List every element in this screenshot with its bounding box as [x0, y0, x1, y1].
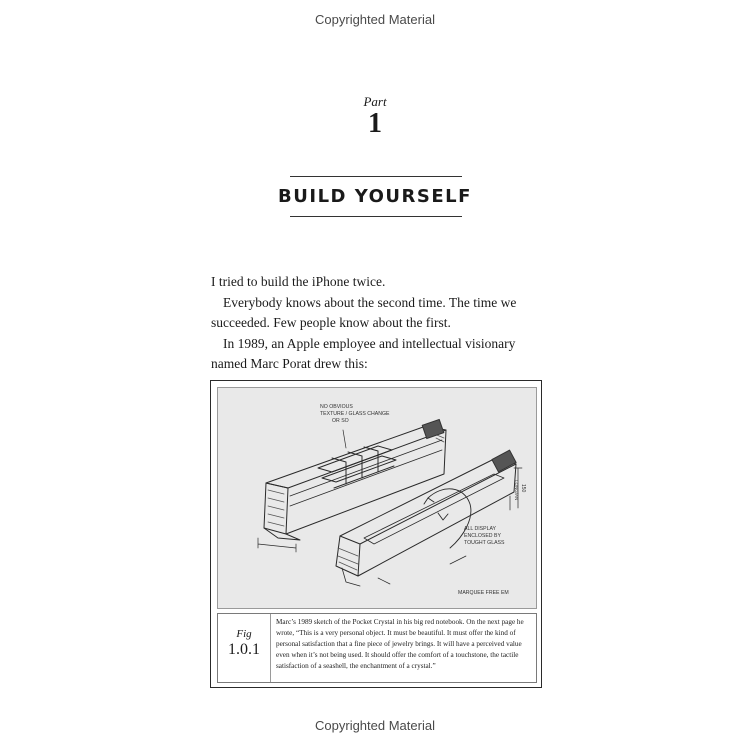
body-text: [211, 272, 551, 375]
left-device-front-face: [264, 483, 288, 534]
figure-caption-box: [217, 613, 537, 683]
title-rule-bottom: [290, 216, 462, 217]
sketch-note-2-line-1: ALL DISPLAY: [464, 526, 497, 532]
sketch-note-1-line-2: TEXTURE / GLASS CHANGE: [320, 411, 390, 417]
sketch-note-1-line-1: NO OBVIOUS: [320, 404, 353, 410]
figure-label: [222, 628, 266, 659]
sketch-note-1-line-3: OR SO: [332, 418, 349, 424]
part-number: 1: [368, 108, 382, 139]
sketch-note-2-line-2: ENCLOSED BY: [464, 533, 501, 539]
copyright-watermark-top: Copyrighted Material: [315, 12, 435, 27]
figure-label-word: Fig: [236, 628, 252, 640]
part-label: Part: [363, 94, 387, 109]
sketch-note-4-line-1: 150: [520, 484, 526, 493]
part-title: BUILD YOURSELF: [278, 186, 472, 207]
sketch-drawing: [218, 388, 536, 608]
right-device-long-side: [358, 464, 516, 576]
pocket-crystal-sketch: [217, 387, 537, 609]
figure-caption: Marc’s 1989 sketch of the Pocket Crystal in his big red notebook. On the next page he wrote, “This is a very personal object. It must be beautiful. It must offer the kind of personal satisfaction that a fine piece of jewelry brings. It will have a perceived value even when it’s not being used. It should offer the comfort of a touchstone, the tactile satisfaction of a seashell, the enchantment of a crystal.”: [276, 618, 524, 670]
sketch-note-3: MARQUEE FREE EM: [458, 590, 509, 596]
figure-box: [210, 380, 542, 688]
copyright-watermark-bottom: Copyrighted Material: [315, 718, 435, 733]
paragraph-3: In 1989, an Apple employee and intellectual visionary named Marc Porat drew this:: [211, 335, 516, 371]
sketch-note-2-line-3: TOUGHT GLASS: [464, 540, 505, 546]
caption-divider: [270, 614, 271, 682]
left-device-long-side: [286, 430, 446, 534]
paragraph-1: I tried to build the iPhone twice.: [211, 274, 386, 289]
figure-number: 1.0.1: [228, 641, 260, 658]
title-rule-top: [290, 176, 462, 177]
sketch-note-4-line-2: LONG/AN: [514, 480, 519, 501]
paragraph-2: Everybody knows about the second time. The time we succeeded. Few people know about the first.: [211, 294, 517, 330]
left-device-top-face: [266, 426, 446, 488]
